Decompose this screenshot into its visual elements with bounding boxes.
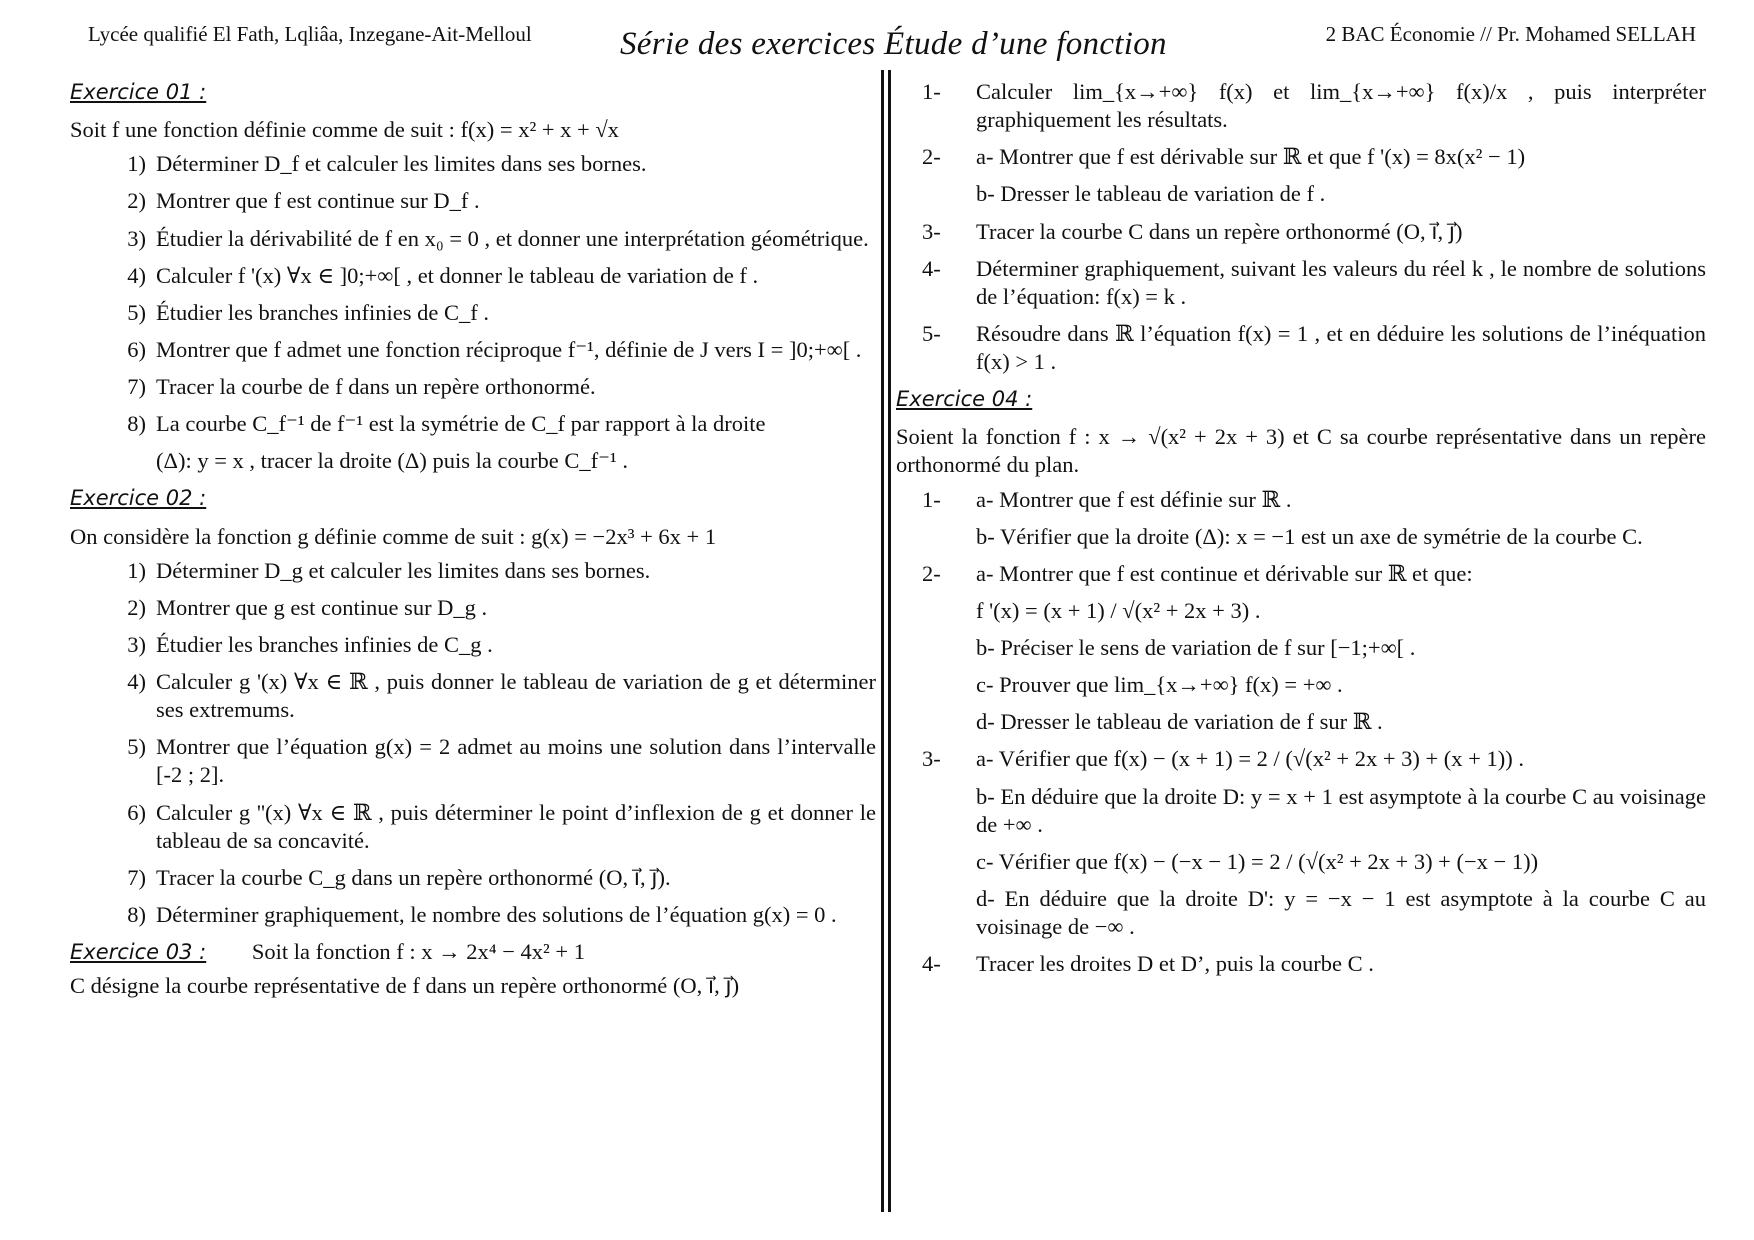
list-item: [896, 143, 1706, 171]
item-text: Calculer g '(x) ∀x ∈ ℝ , puis donner le tableau de variation de g et déterminer ses extremums.: [156, 669, 876, 723]
item-number: 3-: [922, 218, 941, 244]
item-number: [896, 708, 976, 736]
item-text: a- Montrer que f est continue et dérivable sur ℝ et que:: [976, 560, 1473, 586]
list-item: [896, 950, 1706, 978]
exercise-4-list: [896, 486, 1706, 979]
item-number: 3): [127, 225, 146, 251]
item-number: 6): [127, 799, 146, 825]
item-number: [896, 523, 976, 551]
item-text: Montrer que l’équation g(x) = 2 admet au moins une solution dans l’intervalle [-2 ; 2].: [156, 734, 876, 788]
item-text: Étudier les branches infinies de C_f .: [156, 299, 490, 325]
list-item: [70, 336, 876, 364]
item-number: [896, 634, 976, 662]
item-text: Montrer que f est continue sur D_f .: [156, 188, 480, 214]
item-number: 8): [127, 901, 146, 927]
item-number: [896, 885, 976, 941]
item-text: Tracer les droites D et D’, puis la courbe C .: [976, 951, 1374, 977]
item-number: 2-: [922, 144, 941, 170]
exercise-3-definition: Soit la fonction f : x → 2x⁴ − 4x² + 1: [251, 939, 585, 964]
item-text: Calculer lim_{x→+∞} f(x) et lim_{x→+∞} f(x)/x , puis interpréter graphiquement les résultats.: [976, 79, 1706, 133]
list-item: [896, 486, 1706, 514]
item-number: 1): [127, 151, 146, 177]
list-item: [70, 594, 876, 622]
list-item: [896, 634, 1706, 662]
list-item: [70, 631, 876, 659]
item-text: b- En déduire que la droite D: y = x + 1 est asymptote à la courbe C au voisinage de +∞ .: [976, 783, 1706, 837]
item-text: Résoudre dans ℝ l’équation f(x) = 1 , et en déduire les solutions de l’inéquation f(x) > 1 .: [976, 320, 1706, 374]
item-text: La courbe C_f⁻¹ de f⁻¹ est la symétrie de C_f par rapport à la droite: [156, 411, 766, 437]
item-text: Tracer la courbe C dans un repère orthonormé (O, i⃗, j⃗): [976, 218, 1463, 244]
list-item: [896, 597, 1706, 625]
exercise-1-list: [70, 150, 876, 475]
item-text: Étudier la dérivabilité de f en x₀ = 0 , et donner une interprétation géométrique.: [156, 225, 869, 251]
school-name: Lycée qualifié El Fath, Lqliâa, Inzegane-Ait-Melloul: [88, 22, 532, 46]
item-text: b- Vérifier que la droite (Δ): x = −1 est un axe de symétrie de la courbe C.: [976, 523, 1643, 549]
list-item: [70, 447, 876, 475]
item-text: Déterminer graphiquement, le nombre des solutions de l’équation g(x) = 0 .: [156, 901, 837, 927]
left-column: [70, 70, 876, 1006]
list-item: [70, 150, 876, 178]
item-text: Montrer que f admet une fonction réciproque f⁻¹, définie de J vers I = ]0;+∞[ .: [156, 336, 862, 362]
item-number: 2-: [922, 560, 941, 586]
exercise-4-intro: Soient la fonction f : x → √(x² + 2x + 3) et C sa courbe représentative dans un repère orthonormé du plan.: [896, 424, 1706, 478]
exercise-2-header: [70, 484, 876, 512]
list-item: [896, 671, 1706, 699]
page-title: Série des exercices Étude d’une fonction: [620, 26, 1167, 62]
item-number: 5-: [922, 320, 941, 346]
column-divider-right: [888, 70, 891, 1212]
item-text: Déterminer D_f et calculer les limites dans ses bornes.: [156, 151, 647, 177]
exercise-2-intro: On considère la fonction g définie comme de suit : g(x) = −2x³ + 6x + 1: [70, 523, 717, 549]
item-text: Montrer que g est continue sur D_g .: [156, 594, 488, 620]
item-number: 7): [127, 374, 146, 399]
list-item: [70, 410, 876, 438]
item-number: 8): [127, 411, 146, 437]
class-teacher: 2 BAC Économie // Pr. Mohamed SELLAH: [1325, 22, 1696, 46]
item-text: Déterminer D_g et calculer les limites dans ses bornes.: [156, 557, 651, 583]
item-text: Étudier les branches infinies de C_g .: [156, 631, 493, 657]
item-number: 3-: [922, 746, 941, 772]
item-number: [896, 597, 976, 625]
item-number: 4-: [922, 951, 941, 977]
exercise-4-title: Exercice 04 :: [896, 387, 1033, 412]
item-number: [896, 671, 976, 699]
item-number: 1-: [922, 486, 941, 512]
list-item: [70, 668, 876, 724]
item-text: d- Dresser le tableau de variation de f sur ℝ .: [976, 709, 1383, 735]
item-text: b- Dresser le tableau de variation de f .: [976, 181, 1326, 207]
exercise-4-header: [896, 385, 1706, 413]
list-item: [70, 799, 876, 855]
list-item: [70, 262, 876, 290]
item-number: 4-: [922, 255, 941, 281]
item-text: Calculer f '(x) ∀x ∈ ]0;+∞[ , et donner le tableau de variation de f .: [156, 262, 759, 288]
exercise-3-title: Exercice 03 :: [70, 940, 207, 964]
list-item: [70, 901, 876, 929]
exercise-1-intro: Soit f une fonction définie comme de suit : f(x) = x² + x + √x: [70, 117, 619, 143]
item-text: c- Vérifier que f(x) − (−x − 1) = 2 / (√(x² + 2x + 3) + (−x − 1)): [976, 848, 1539, 874]
item-number: 1-: [922, 79, 941, 104]
exercise-2-title: Exercice 02 :: [70, 486, 207, 511]
exercise-3-list: [896, 78, 1706, 376]
list-item: [896, 255, 1706, 311]
item-text: f '(x) = (x + 1) / √(x² + 2x + 3) .: [976, 597, 1261, 623]
exercise-3-header: [70, 938, 876, 966]
item-number: [896, 783, 976, 839]
list-item: [896, 560, 1706, 588]
list-item: [896, 320, 1706, 376]
list-item: [70, 187, 876, 215]
list-item: [70, 557, 876, 585]
list-item: [896, 218, 1706, 246]
item-text: c- Prouver que lim_{x→+∞} f(x) = +∞ .: [976, 672, 1343, 698]
column-divider-left: [881, 70, 884, 1212]
list-item: [896, 523, 1706, 551]
item-text: a- Montrer que f est définie sur ℝ .: [976, 486, 1292, 512]
item-number: 4): [127, 262, 146, 288]
list-item: [896, 180, 1706, 208]
list-item: [70, 225, 876, 253]
list-item: [896, 708, 1706, 736]
item-text: d- En déduire que la droite D': y = −x − 1 est asymptote à la courbe C au voisinage de −∞ .: [976, 885, 1706, 939]
list-item: [896, 745, 1706, 773]
exercise-1-title: Exercice 01 :: [70, 80, 207, 104]
list-item: [70, 373, 876, 401]
item-number: 2): [127, 188, 146, 214]
list-item: [70, 864, 876, 892]
list-item: [896, 783, 1706, 839]
item-text: b- Préciser le sens de variation de f sur [−1;+∞[ .: [976, 635, 1416, 660]
item-text: Tracer la courbe C_g dans un repère orthonormé (O, i⃗, j⃗).: [156, 864, 671, 890]
exercise-3-curve: C désigne la courbe représentative de f dans un repère orthonormé (O, i⃗, j⃗): [70, 973, 740, 999]
list-item: [70, 299, 876, 327]
item-number: 5): [127, 734, 146, 760]
exercise-1-header: [70, 78, 876, 106]
item-text: a- Montrer que f est dérivable sur ℝ et que f '(x) = 8x(x² − 1): [976, 144, 1526, 170]
item-number: [896, 180, 976, 208]
item-number: 6): [127, 336, 146, 362]
list-item: [896, 78, 1706, 134]
item-text: Déterminer graphiquement, suivant les valeurs du réel k , le nombre de solutions de l’équation: f(x) = k .: [976, 255, 1706, 309]
item-number: [106, 447, 156, 475]
list-item: [896, 848, 1706, 876]
list-item: [70, 733, 876, 789]
right-column: [896, 70, 1706, 987]
item-text: (Δ): y = x , tracer la droite (Δ) puis la courbe C_f⁻¹ .: [156, 448, 628, 474]
item-number: 3): [127, 631, 146, 657]
item-text: Tracer la courbe de f dans un repère orthonormé.: [156, 374, 596, 399]
item-number: [896, 848, 976, 876]
item-number: 7): [127, 864, 146, 890]
item-text: a- Vérifier que f(x) − (x + 1) = 2 / (√(x² + 2x + 3) + (x + 1)) .: [976, 746, 1524, 772]
item-number: 1): [127, 557, 146, 583]
item-number: 4): [127, 669, 146, 694]
item-number: 2): [127, 594, 146, 620]
exercise-2-list: [70, 557, 876, 929]
item-number: 5): [127, 299, 146, 325]
list-item: [896, 885, 1706, 941]
item-text: Calculer g ''(x) ∀x ∈ ℝ , puis déterminer le point d’inflexion de g et donner le tableau de sa concavité.: [156, 799, 876, 853]
